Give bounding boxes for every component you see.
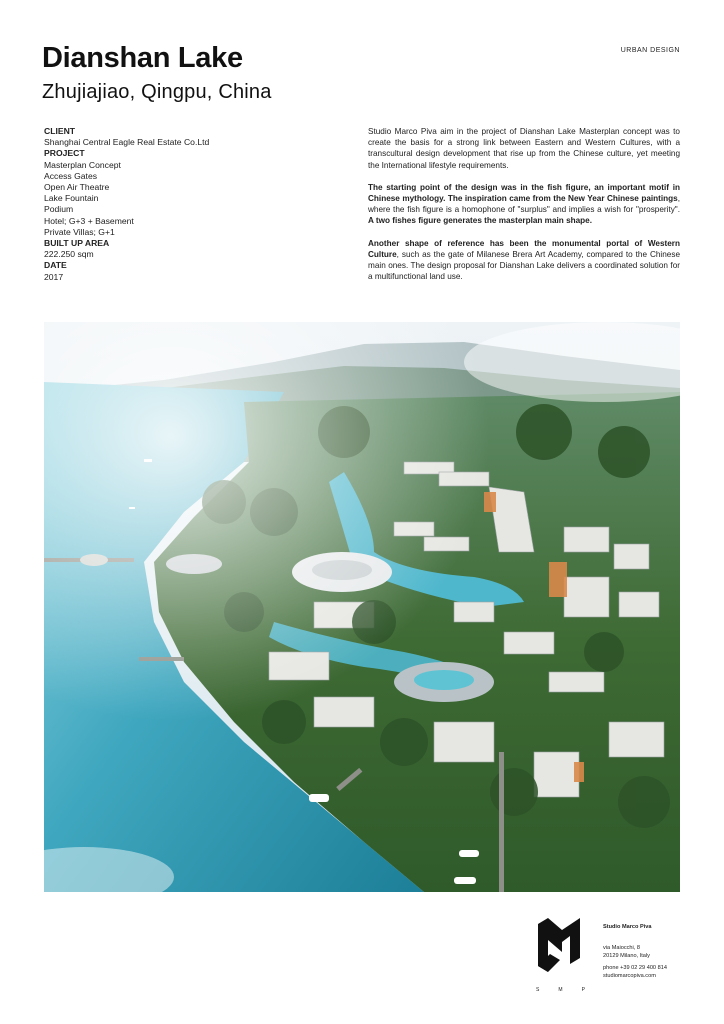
description-bold: Another shape of reference has been the monumental portal of Western Culture — [368, 238, 680, 259]
description-paragraph — [368, 238, 680, 283]
project-item: Lake Fountain — [44, 193, 99, 204]
client-value: Shanghai Central Eagle Real Estate Co.Ltd — [44, 137, 210, 148]
studio-address-line: via Maiocchi, 8 — [603, 945, 640, 952]
page-subtitle: Zhujiajiao, Qingpu, China — [42, 81, 272, 103]
project-label: PROJECT — [44, 148, 85, 159]
description-text: , such as the gate of Milanese Brera Art Academy, compared to the Chinese main ones. The design proposal for Dianshan Lake delivers a coordinated solution for a multifunctional land use. — [368, 249, 680, 282]
project-item: Masterplan Concept — [44, 159, 121, 170]
description-paragraph — [368, 182, 680, 227]
studio-website[interactable]: studiomarcopiva.com — [603, 972, 656, 979]
studio-address-line: 20129 Milano, Italy — [603, 952, 650, 959]
studio-phone: phone +39 02 29 400 814 — [603, 965, 667, 972]
logo-letter: S — [536, 987, 541, 993]
date-label: DATE — [44, 260, 67, 271]
built-up-value: 222.250 sqm — [44, 249, 94, 260]
built-up-label: BUILT UP AREA — [44, 238, 110, 249]
project-item: Hotel; G+3 + Basement — [44, 215, 134, 226]
client-label: CLIENT — [44, 126, 76, 136]
logo-letter: M — [558, 987, 564, 993]
date-value: 2017 — [44, 271, 64, 282]
project-item: Podium — [44, 204, 74, 215]
studio-name: Studio Marco Piva — [603, 924, 652, 930]
logo-letters — [536, 987, 586, 993]
aerial-render-image — [44, 322, 680, 892]
studio-contact — [603, 924, 713, 980]
project-item: Access Gates — [44, 170, 98, 181]
description-text: Studio Marco Piva aim in the project of Dianshan Lake Masterplan concept was to create the basis for a strong link between Eastern and Western Cultures, with a transcultural design development that rise up from the Chinese culture, yet meeting the International lifestyle requirements. — [368, 127, 680, 170]
project-item: Open Air Theatre — [44, 182, 110, 193]
category-label: URBAN DESIGN — [620, 47, 680, 54]
aerial-render-illustration — [44, 322, 680, 892]
description-bold: A two fishes figure generates the masterplan main shape. — [368, 216, 593, 226]
project-description — [368, 126, 680, 293]
project-info — [44, 126, 314, 283]
smp-logo — [538, 918, 580, 972]
description-text: , where the fish figure is a homophone of "surplus" and implies a wish for "prosperity". — [368, 194, 680, 215]
project-item: Private Villas; G+1 — [44, 226, 115, 237]
page-title: Dianshan Lake — [42, 42, 243, 74]
logo-letter: P — [581, 987, 586, 993]
description-bold: The starting point of the design was in the fish figure, an important motif in Chinese mythology. The inspiration came from the New Year Chinese paintings — [368, 182, 680, 204]
description-paragraph — [368, 126, 680, 171]
